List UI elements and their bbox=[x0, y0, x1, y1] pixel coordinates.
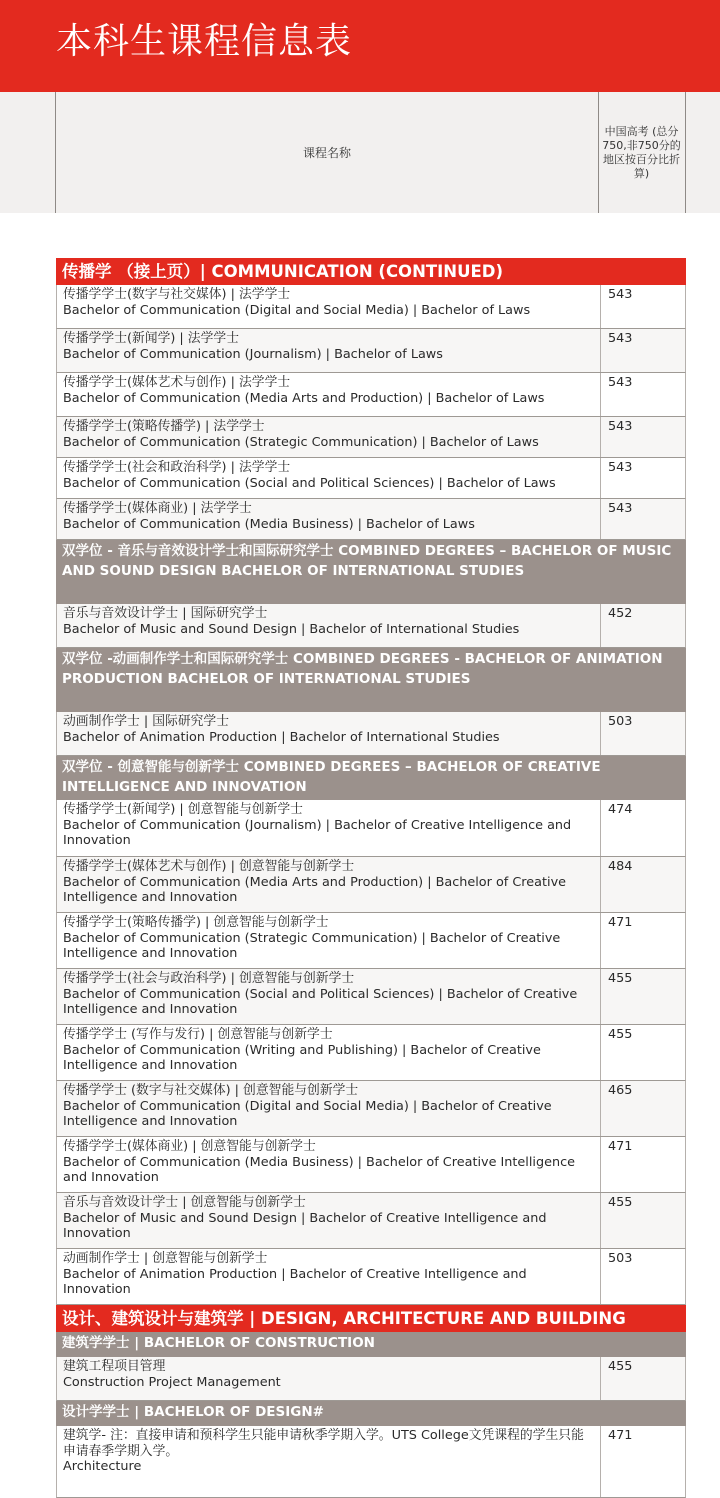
course-name-zh: 传播学学士(策略传播学) | 法学学士 bbox=[63, 419, 265, 434]
course-name-en: Bachelor of Communication (Media Arts and Production) | Bachelor of Laws bbox=[63, 390, 545, 406]
course-score: 543 bbox=[608, 375, 633, 390]
course-name-en: Bachelor of Communication (Journalism) | Bachelor of Creative Intelligence and Innovation bbox=[63, 817, 572, 848]
course-score: 471 bbox=[608, 1139, 633, 1154]
course-name-zh: 传播学学士 (写作与发行) | 创意智能与创新学士 bbox=[63, 1027, 333, 1042]
course-score: 484 bbox=[608, 859, 633, 874]
table-row bbox=[56, 1357, 686, 1401]
course-name-en: Bachelor of Communication (Social and Political Sciences) | Bachelor of Laws bbox=[63, 475, 556, 491]
course-name-en: Bachelor of Animation Production | Bachelor of Creative Intelligence and Innovation bbox=[63, 1266, 527, 1297]
course-name-en: Architecture bbox=[63, 1459, 142, 1474]
course-name-zh: 传播学学士 (数字与社交媒体) | 创意智能与创新学士 bbox=[63, 1083, 359, 1098]
section-communication: 传播学 （接上页）| COMMUNICATION (CONTINUED) bbox=[56, 258, 686, 285]
course-score: 465 bbox=[608, 1083, 633, 1098]
course-name-zh: 音乐与音效设计学士 | 创意智能与创新学士 bbox=[63, 1195, 306, 1210]
course-score: 455 bbox=[608, 1359, 633, 1374]
course-name-en: Bachelor of Music and Sound Design | Bachelor of International Studies bbox=[63, 621, 520, 637]
course-name-en: Bachelor of Communication (Digital and Social Media) | Bachelor of Creative Intelligence and Innovation bbox=[63, 1098, 552, 1129]
table-row bbox=[56, 857, 686, 913]
course-score: 543 bbox=[608, 501, 633, 516]
course-name-en: Bachelor of Music and Sound Design | Bachelor of Creative Intelligence and Innovation bbox=[63, 1210, 547, 1241]
table-row bbox=[56, 800, 686, 857]
course-score: 543 bbox=[608, 419, 633, 434]
section-construction: 建筑学学士 | BACHELOR OF CONSTRUCTION bbox=[56, 1332, 686, 1357]
course-score: 452 bbox=[608, 606, 633, 621]
table-row bbox=[56, 373, 686, 417]
course-score: 503 bbox=[608, 1251, 633, 1266]
course-name-en: Bachelor of Animation Production | Bachelor of International Studies bbox=[63, 729, 500, 745]
course-name-zh: 传播学学士(媒体商业) | 法学学士 bbox=[63, 501, 252, 516]
table-row bbox=[56, 913, 686, 969]
table-row bbox=[56, 1081, 686, 1137]
course-name-zh: 建筑学- 注：直接申请和预科学生只能申请秋季学期入学。UTS College文凭课程的学生只能申请春季学期入学。 bbox=[63, 1428, 584, 1459]
course-name-en: Bachelor of Communication (Journalism) | Bachelor of Laws bbox=[63, 346, 443, 362]
table-row bbox=[56, 1193, 686, 1249]
section-animation-international: 双学位 -动画制作学士和国际研究学士 COMBINED DEGREES - BACHELOR OF ANIMATION PRODUCTION BACHELOR OF INTERNATIONAL STUDIES bbox=[56, 648, 686, 712]
course-name-zh: 传播学学士(社会与政治科学) | 创意智能与创新学士 bbox=[63, 971, 355, 986]
course-score: 455 bbox=[608, 1027, 633, 1042]
course-name-en: Bachelor of Communication (Strategic Communication) | Bachelor of Laws bbox=[63, 434, 539, 450]
course-name-zh: 传播学学士(社会和政治科学) | 法学学士 bbox=[63, 460, 291, 475]
course-name-zh: 动画制作学士 | 国际研究学士 bbox=[63, 714, 230, 729]
course-name-zh: 传播学学士(媒体商业) | 创意智能与创新学士 bbox=[63, 1139, 316, 1154]
course-name-zh: 传播学学士(媒体艺术与创作) | 法学学士 bbox=[63, 375, 291, 390]
section-music-international: 双学位 - 音乐与音效设计学士和国际研究学士 COMBINED DEGREES – BACHELOR OF MUSIC AND SOUND DESIGN BACHELOR OF INTERNATIONAL STUDIES bbox=[56, 540, 686, 604]
section-creative-intelligence: 双学位 - 创意智能与创新学士 COMBINED DEGREES – BACHELOR OF CREATIVE INTELLIGENCE AND INNOVATION bbox=[56, 756, 686, 800]
course-name-en: Bachelor of Communication (Media Arts and Production) | Bachelor of Creative Intelligence and Innovation bbox=[63, 874, 567, 905]
table-row bbox=[56, 712, 686, 756]
title-banner bbox=[0, 0, 720, 92]
table-row bbox=[56, 1249, 686, 1305]
course-name-en: Bachelor of Communication (Media Business) | Bachelor of Creative Intelligence and Innovation bbox=[63, 1154, 575, 1185]
table-row bbox=[56, 458, 686, 499]
course-name-zh: 传播学学士(策略传播学) | 创意智能与创新学士 bbox=[63, 915, 329, 930]
course-name-zh: 建筑工程项目管理 bbox=[63, 1359, 166, 1374]
course-score: 474 bbox=[608, 802, 633, 817]
course-name-en: Bachelor of Communication (Digital and Social Media) | Bachelor of Laws bbox=[63, 302, 531, 318]
course-name-zh: 动画制作学士 | 创意智能与创新学士 bbox=[63, 1251, 268, 1266]
course-score: 455 bbox=[608, 1195, 633, 1210]
course-name-zh: 传播学学士(新闻学) | 法学学士 bbox=[63, 331, 239, 346]
table-row bbox=[56, 1137, 686, 1193]
course-score: 471 bbox=[608, 915, 633, 930]
course-table bbox=[56, 258, 686, 1498]
course-score: 471 bbox=[608, 1428, 633, 1443]
table-row bbox=[56, 417, 686, 458]
course-name-en: Construction Project Management bbox=[63, 1374, 281, 1390]
course-name-zh: 传播学学士(数字与社交媒体) | 法学学士 bbox=[63, 287, 291, 302]
header-divider bbox=[685, 92, 686, 213]
table-row bbox=[56, 969, 686, 1025]
table-row bbox=[56, 285, 686, 329]
course-name-zh: 传播学学士(媒体艺术与创作) | 创意智能与创新学士 bbox=[63, 859, 355, 874]
course-name-zh: 传播学学士(新闻学) | 创意智能与创新学士 bbox=[63, 802, 303, 817]
course-score: 543 bbox=[608, 460, 633, 475]
course-name-en: Bachelor of Communication (Social and Political Sciences) | Bachelor of Creative Intelligence and Innovation bbox=[63, 986, 578, 1017]
course-score: 543 bbox=[608, 287, 633, 302]
table-row bbox=[56, 1025, 686, 1081]
course-score: 455 bbox=[608, 971, 633, 986]
course-name-en: Bachelor of Communication (Strategic Communication) | Bachelor of Creative Intelligence and Innovation bbox=[63, 930, 561, 961]
course-name-en: Bachelor of Communication (Writing and Publishing) | Bachelor of Creative Intelligence and Innovation bbox=[63, 1042, 541, 1073]
course-score: 503 bbox=[608, 714, 633, 729]
table-row bbox=[56, 329, 686, 373]
section-design: 设计学学士 | BACHELOR OF DESIGN# bbox=[56, 1401, 686, 1426]
gaokao-score-header: 中国高考 (总分750,非750分的地区按百分比折算) bbox=[602, 124, 681, 180]
course-name-header: 课程名称 bbox=[302, 146, 351, 160]
table-row bbox=[56, 1426, 686, 1498]
course-name-en: Bachelor of Communication (Media Business) | Bachelor of Laws bbox=[63, 516, 475, 532]
section-design-architecture-building: 设计、建筑设计与建筑学 | DESIGN, ARCHITECTURE AND BUILDING bbox=[56, 1305, 686, 1332]
course-name-zh: 音乐与音效设计学士 | 国际研究学士 bbox=[63, 606, 268, 621]
page-title: 本科生课程信息表 bbox=[56, 21, 353, 62]
course-score: 543 bbox=[608, 331, 633, 346]
table-row bbox=[56, 604, 686, 648]
table-row bbox=[56, 499, 686, 540]
